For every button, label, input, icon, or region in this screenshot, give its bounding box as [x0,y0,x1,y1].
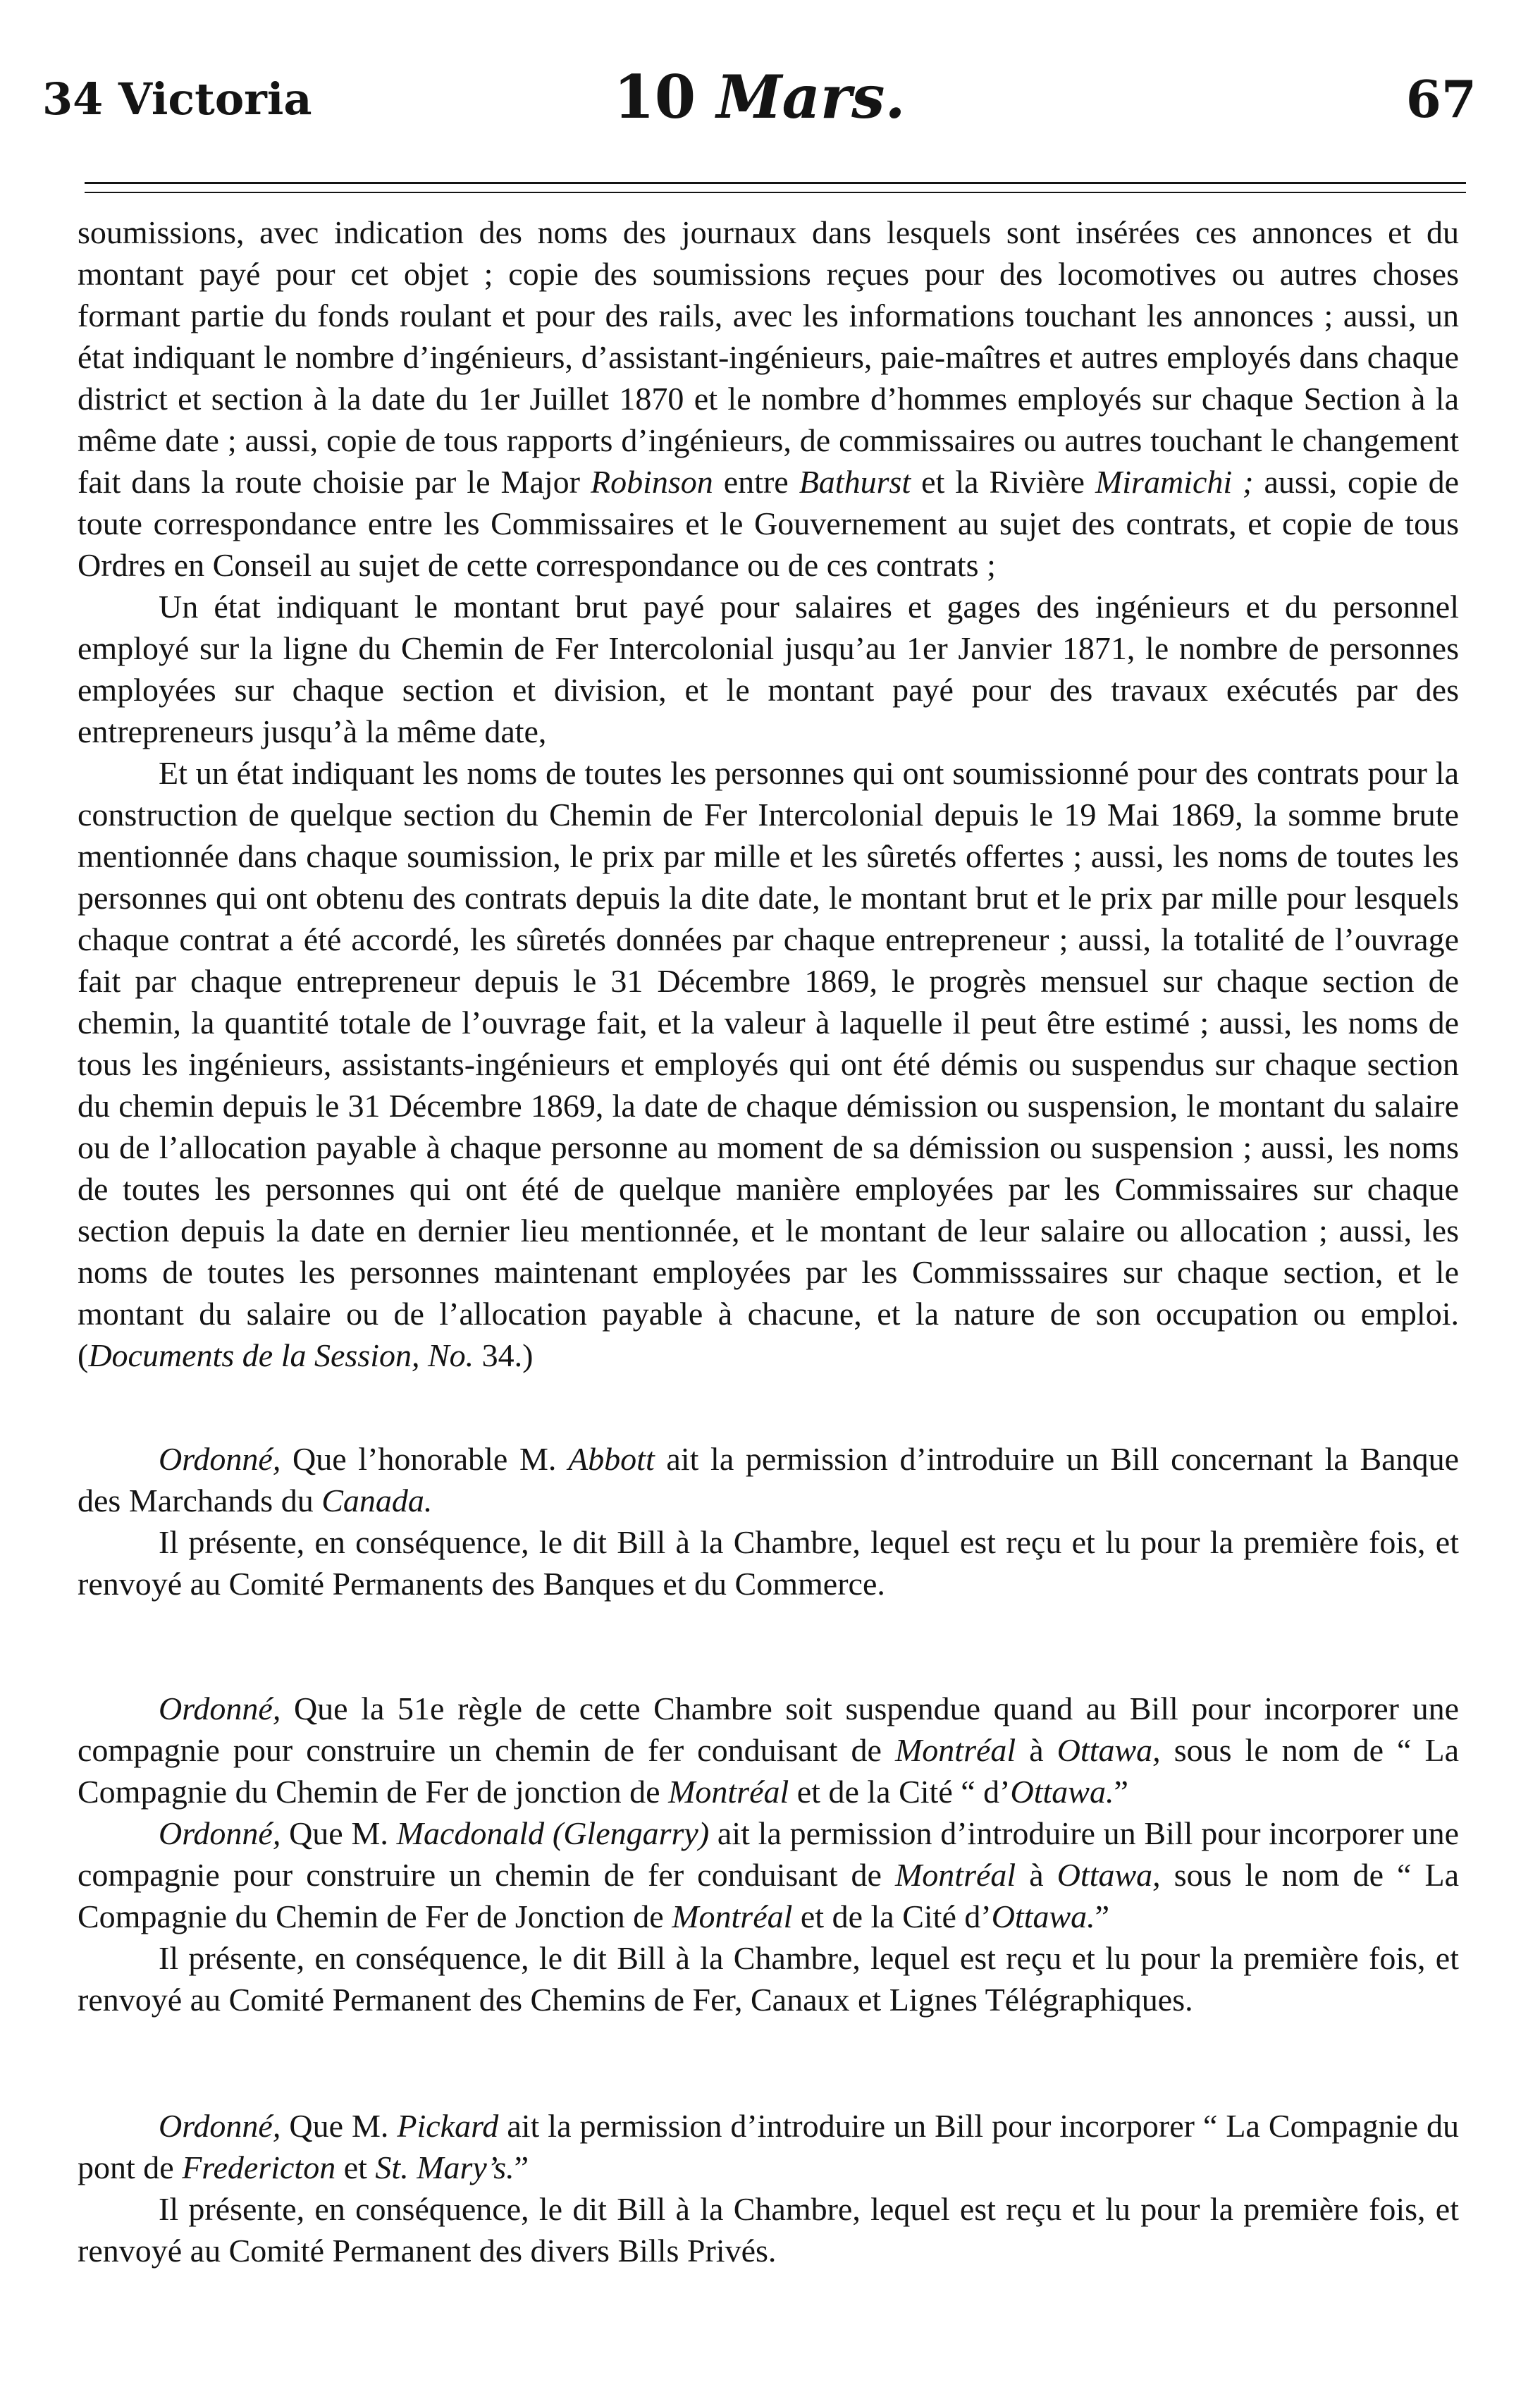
running-header [42,62,1477,140]
order-suspend-rule: Ordonné, Que la 51e règle de cette Chambre soit suspendue quand au Bill pour incorporer une compagnie pour construire un chemin de fer conduisant de Montréal à Ottawa, sous le nom de “ La Compagnie du Chemin de Fer de jonction de Montréal et de la Cité “ d’Ottawa.” [78,1691,1460,1810]
header-rule-bottom [85,192,1466,193]
presentation-pickard: Il présente, en conséquence, le dit Bill à la Chambre, lequel est reçu et lu pour la première fois, et renvoyé au Comité Permanent des divers Bills Privés. [78,2191,1459,2269]
order-macdonald: Ordonné, Que M. Macdonald (Glengarry) ait la permission d’introduire un Bill pour incorporer une compagnie pour construire un chemin de fer conduisant de Montréal à Ottawa, sous le nom de “ La Compagnie du Chemin de Fer de Jonction de Montréal et de la Cité d’Ottawa.” [78,1815,1460,1934]
name-macdonald: Macdonald (Glengarry) [396,1815,710,1851]
spacer [78,2020,1459,2105]
order-abbott: Ordonné, Que l’honorable M. Abbott ait la permission d’introduire un Bill concernant la Banque des Marchands du Canada. [78,1441,1459,1518]
presentation-macdonald: Il présente, en conséquence, le dit Bill à la Chambre, lequel est reçu et lu pour la première fois, et renvoyé au Comité Permanent des Chemins de Fer, Canaux et Lignes Télégraphiques. [78,1940,1459,2018]
date-month: Mars. [716,62,906,132]
name-pickard: Pickard [397,2108,499,2144]
place-canada: Canada. [321,1483,433,1518]
name-robinson: Robinson [590,464,713,500]
spacer [78,1605,1459,1688]
session-document-ref: Documents de la Session, No. [88,1337,474,1373]
paragraph-etat-salaires: Un état indiquant le montant brut payé pour salaires et gages des ingénieurs et du personnel employé sur la ligne du Chemin de Fer Intercolonial jusqu’au 1er Janvier 1871, le nombre de personnes employées sur chaque section et division, et le montant payé pour des travaux exécutés par des entrepreneurs jusqu’à la même date, [78,589,1459,749]
place-bathurst: Bathurst [799,464,911,500]
journal-body [78,211,1459,2271]
running-head-date [42,62,1477,132]
paragraph-etat-soumissionnaires: Et un état indiquant les noms de toutes les personnes qui ont soumissionné pour des contrats pour la construction de quelque section du Chemin de Fer Intercolonial depuis le 19 Mai 1869, la somme brute mentionnée dans chaque soumission, le prix par mille et les sûretés offertes ; aussi, les noms de toutes les personnes qui ont obtenu des contrats depuis la dite date, le montant brut et le prix par mille pour lesquels chaque contrat a été accordé, les sûretés données par chaque entrepreneur ; aussi, la totalité de l’ouvrage fait par chaque entrepreneur depuis le 31 Décembre 1869, le progrès mensuel sur chaque section de chemin, la quantité totale de l’ouvrage fait, et la valeur à laquelle il peut être estimé ; aussi, les noms de tous les ingénieurs, assistants-ingénieurs et employés qui ont été démis ou suspendus sur chaque section du chemin depuis le 31 Décembre 1869, la date de chaque démission ou suspension, le montant du salaire ou de l’allocation payable à chaque personne au moment de sa démission ou suspension ; aussi, les noms de toutes les personnes qui ont été de quelque manière employées par les Commissaires sur chaque section depuis la date en dernier lieu mentionnée, et le montant de leur salaire ou allocation ; aussi, les noms de toutes les personnes maintenant employées par les Commisssaires sur chaque section, et le montant du salaire ou de l’allocation payable à chacune, et la nature de son occupation ou emploi. (Documents de la Session, No. 34.) [78,755,1459,1373]
order-pickard: Ordonné, Que M. Pickard ait la permission d’introduire un Bill pour incorporer “ La Compagnie du pont de Fredericton et St. Mary’s.” [78,2108,1459,2185]
name-abbott: Abbott [568,1441,655,1477]
page-number: 67 [1405,69,1477,129]
header-rule-top [85,182,1466,184]
presentation-abbott: Il présente, en conséquence, le dit Bill à la Chambre, lequel est reçu et lu pour la première fois, et renvoyé au Comité Permanents des Banques et du Commerce. [78,1524,1459,1602]
spacer [78,1376,1459,1438]
date-day: 10 [613,62,696,132]
running-head-volume: 34 Victoria [42,73,312,125]
paragraph-soumissions: soumissions, avec indication des noms des journaux dans lesquels sont insérées ces annonces et du montant payé pour cet objet ; copie des soumissions reçues pour des locomotives ou autres choses formant partie du fonds roulant et pour des rails, avec les informations touchant les annonces ; aussi, un état indiquant le nombre d’ingénieurs, d’assistant-ingénieurs, paie-maîtres et autres employés dans chaque district et section à la date du 1er Juillet 1870 et le nombre d’hommes employés sur chaque Section à la même date ; aussi, copie de tous rapports d’ingénieurs, de commissaires ou autres touchant le changement fait dans la route choisie par le Major Robinson entre Bathurst et la Rivière Miramichi ; aussi, copie de toute correspondance entre les Commissaires et le Gouvernement au sujet des contrats, et copie de tous Ordres en Conseil au sujet de cette correspondance ou de ces contrats ; [78,214,1459,583]
place-miramichi: Miramichi ; [1095,464,1254,500]
